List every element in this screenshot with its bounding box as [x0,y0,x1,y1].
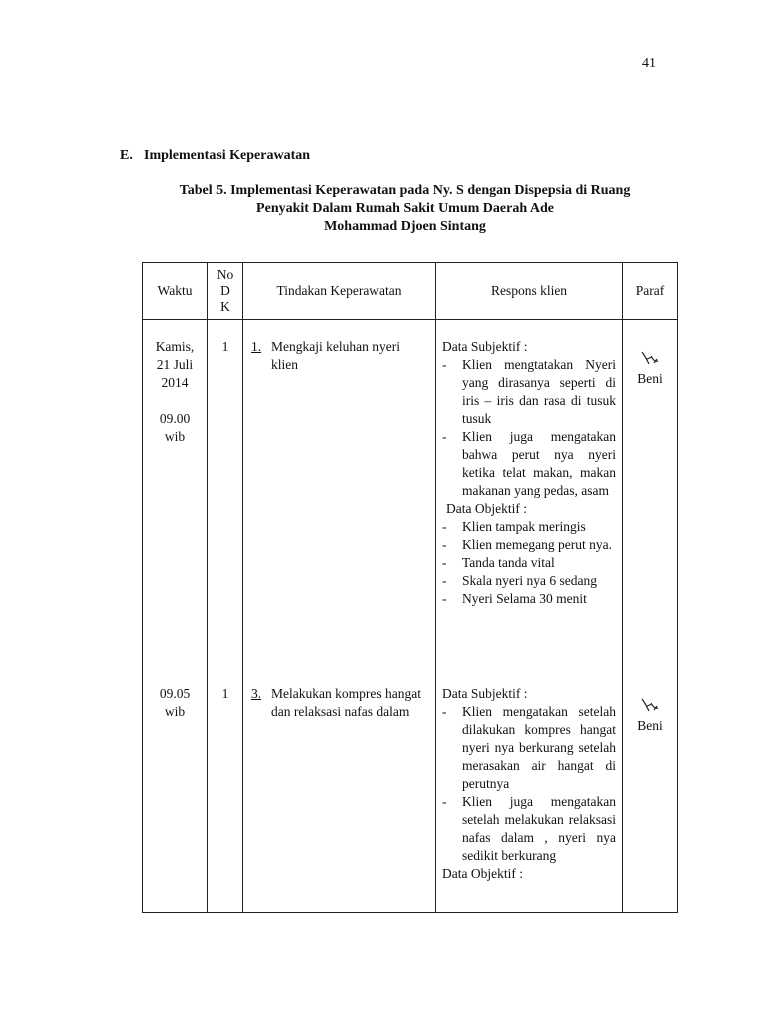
header-d: D [220,283,230,298]
cell-paraf [623,675,678,913]
date-day: Kamis, [155,339,195,354]
implementation-table [142,262,678,913]
cell-respons [436,320,623,676]
subjektif-label: Data Subjektif : [442,339,528,354]
time-value: 09.00 [159,411,191,426]
header-respons: Respons klien [436,263,623,320]
list-item: - Nyeri Selama 30 menit [442,591,587,606]
paraf-name: Beni [637,718,663,733]
cell-no-dk: 1 [208,675,243,913]
cell-tindakan [243,675,436,913]
tindakan-number: 3. [251,686,262,701]
cell-waktu [143,675,208,913]
cell-respons [436,675,623,913]
table-row [143,320,678,676]
list-item: - Skala nyeri nya 6 sedang [442,573,597,588]
cell-tindakan [243,320,436,676]
caption-line-2: Penyakit Dalam Rumah Sakit Umum Daerah Ade [256,201,554,216]
time-zone: wib [164,704,186,719]
caption-line-3: Mohammad Djoen Sintang [324,219,486,234]
list-item: - Klien mengtatakan Nyeri yang dirasanya seperti di iris – iris dan rasa di tusuk tusuk [442,357,616,426]
table-row [143,675,678,913]
list-item: - Klien mengatakan setelah dilakukan kompres hangat nyeri nya berkurang setelah merasakan air hangat di perutnya [442,704,616,791]
time-zone: wib [164,429,186,444]
tindakan-number: 1. [251,339,262,354]
objektif-label: Data Objektif : [442,866,523,881]
header-k: K [220,299,230,314]
objektif-label: Data Objektif : [446,501,527,516]
header-paraf: Paraf [623,263,678,320]
section-heading [120,148,310,164]
section-number: E. [120,148,133,163]
list-item: - Klien juga mengatakan setelah melakukan relaksasi nafas dalam , nyeri nya sedikit berkurang [442,794,616,863]
time-value: 09.05 [159,686,191,701]
cell-no-dk: 1 [208,320,243,676]
signature-icon [639,350,661,368]
paraf-name: Beni [637,371,663,386]
section-title: Implementasi Keperawatan [144,148,311,163]
list-item: - Klien tampak meringis [442,519,586,534]
table-header-row [143,263,678,320]
header-waktu: Waktu [143,263,208,320]
page-number: 41 [642,56,656,71]
caption-line-1: Tabel 5. Implementasi Keperawatan pada Ny. S dengan Dispepsia di Ruang [179,183,631,198]
header-no-dk [208,263,243,320]
header-tindakan: Tindakan Keperawatan [243,263,436,320]
list-item: - Tanda tanda vital [442,555,555,570]
header-no: No [216,267,234,282]
subjektif-label: Data Subjektif : [442,686,528,701]
table-caption [140,182,670,236]
date-month: 21 Juli [156,357,194,372]
cell-paraf [623,320,678,676]
list-item: - Klien juga mengatakan bahwa perut nya nyeri ketika telat makan, makan makanan yang pedas, asam [442,429,616,498]
list-item: - Klien memegang perut nya. [442,537,612,552]
signature-icon [639,697,661,715]
tindakan-text: Mengkaji keluhan nyeri klien [271,339,400,372]
cell-waktu [143,320,208,676]
tindakan-text: Melakukan kompres hangat dan relaksasi nafas dalam [271,686,421,719]
date-year: 2014 [161,375,189,390]
